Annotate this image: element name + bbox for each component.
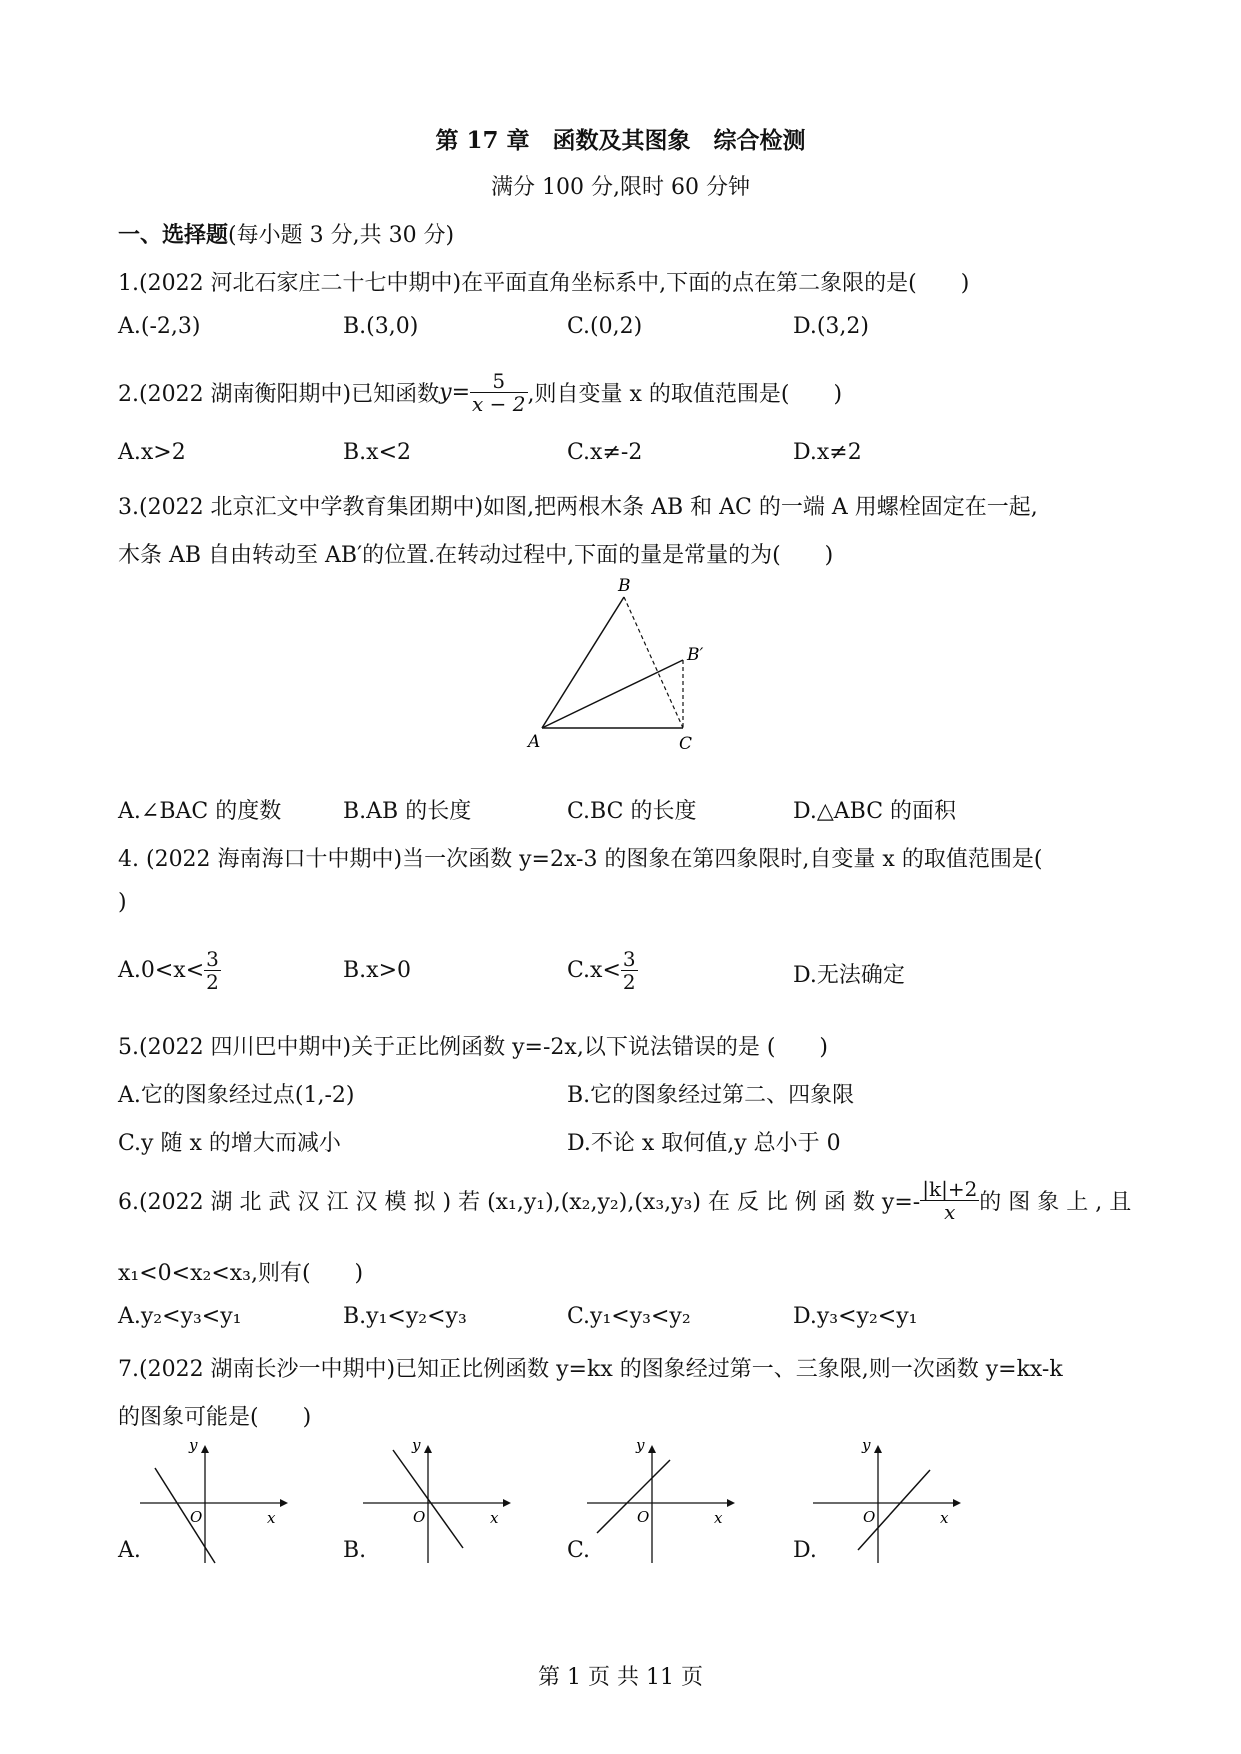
label-a: A (528, 732, 541, 752)
q1-option-a: A.(-2,3) (118, 314, 201, 339)
q5-option-c: C.y 随 x 的增大而减小 (118, 1131, 341, 1156)
q2-option-a: A.x>2 (118, 440, 186, 465)
q4-option-c-fraction (621, 948, 638, 993)
q2-frac-den: x − 2 (472, 391, 526, 416)
q6-frac-den: x (944, 1199, 956, 1224)
q4-option-d: D.无法确定 (793, 963, 905, 988)
q7-graph-b (358, 1438, 518, 1568)
origin-label: O (863, 1508, 876, 1526)
q3-stem-line1: 3.(2022 北京汇文中学教育集团期中)如图,把两根木条 AB 和 AC 的一端 A 用螺栓固定在一起, (118, 495, 1038, 520)
q6-option-b: B.y₁<y₂<y₃ (343, 1304, 467, 1329)
q6-stem-line2: x₁<0<x₂<x₃,则有( ) (118, 1261, 364, 1286)
section-heading (118, 218, 454, 249)
q4-stem-line2: ) (118, 890, 127, 915)
q2-func-lhs: y= (439, 379, 471, 405)
q2-frac-num: 5 (470, 370, 527, 393)
q2-option-b: B.x<2 (343, 440, 411, 465)
q4-stem-line1: 4. (2022 海南海口十中期中)当一次函数 y=2x-3 的图象在第四象限时,自变量 x 的取值范围是( (118, 847, 1043, 872)
section-label: 一、选择题 (118, 222, 229, 248)
q6-stem-before: 6.(2022 湖 北 武 汉 江 汉 模 拟 ) 若 (x₁,y₁),(x₂,y₂),(x₃,y₃) 在 反 比 例 函 数 y=- (118, 1189, 921, 1215)
q2-stem-before: 2.(2022 湖南衡阳期中)已知函数 (118, 381, 440, 407)
q3-option-a: A.∠BAC 的度数 (118, 799, 282, 824)
q5-stem: 5.(2022 四川巴中期中)关于正比例函数 y=-2x,以下说法错误的是 ( ) (118, 1035, 828, 1060)
q6-option-c: C.y₁<y₃<y₂ (567, 1304, 691, 1329)
x-axis-arrow-icon (953, 1499, 961, 1507)
q2-fraction (470, 370, 527, 415)
y-label: y (189, 1438, 198, 1454)
q6-stem (118, 1170, 1131, 1230)
y-label: y (412, 1438, 421, 1454)
y-axis-arrow-icon (424, 1445, 432, 1453)
q3-triangle-figure (520, 575, 720, 755)
q5-option-a: A.它的图象经过点(1,-2) (118, 1083, 355, 1108)
section-note: (每小题 3 分,共 30 分) (228, 223, 455, 248)
y-axis-arrow-icon (648, 1445, 656, 1453)
page-title: 第 17 章 函数及其图象 综合检测 (435, 127, 806, 154)
origin-label: O (413, 1508, 426, 1526)
q7-graph-d (808, 1438, 968, 1568)
q2-option-c: C.x≠-2 (567, 440, 643, 465)
q4-option-b: B.x>0 (343, 958, 411, 983)
label-b: B (618, 576, 631, 596)
label-b-prime: B′ (687, 645, 704, 665)
q4-c-frac-num: 3 (622, 946, 636, 971)
q7-stem-line2: 的图象可能是( ) (118, 1405, 312, 1430)
q2-stem (118, 362, 842, 422)
q4-c-frac-den: 2 (622, 969, 636, 994)
q7-stem-line1: 7.(2022 湖南长沙一中期中)已知正比例函数 y=kx 的图象经过第一、三象限,则一次函数 y=kx-k (118, 1357, 1063, 1382)
x-axis-arrow-icon (280, 1499, 288, 1507)
x-label: x (714, 1509, 723, 1527)
q7-option-a: A. (118, 1538, 141, 1563)
q6-option-d: D.y₃<y₂<y₁ (793, 1304, 918, 1329)
q2-option-d: D.x≠2 (793, 440, 862, 465)
q2-stem-after: ,则自变量 x 的取值范围是( ) (527, 381, 843, 407)
page-subtitle: 满分 100 分,限时 60 分钟 (491, 175, 750, 200)
q4-a-frac-num: 3 (206, 946, 219, 971)
q7-option-c: C. (567, 1538, 591, 1563)
q6-option-a: A.y₂<y₃<y₁ (118, 1304, 242, 1329)
q4-option-a-prefix: A.0<x< (118, 957, 205, 983)
q1-option-d: D.(3,2) (793, 314, 870, 339)
q1-option-b: B.(3,0) (343, 314, 419, 339)
q3-option-c: C.BC 的长度 (567, 799, 697, 824)
q5-option-d: D.不论 x 取何值,y 总小于 0 (567, 1131, 841, 1156)
segment-bc-dashed (624, 597, 683, 728)
x-label: x (940, 1509, 949, 1527)
q5-option-b: B.它的图象经过第二、四象限 (567, 1083, 855, 1108)
x-axis-arrow-icon (503, 1499, 511, 1507)
y-label: y (862, 1438, 871, 1454)
origin-label: O (637, 1508, 650, 1526)
y-axis-arrow-icon (201, 1445, 209, 1453)
y-axis-arrow-icon (874, 1445, 882, 1453)
q6-frac-num: |k|+2 (922, 1176, 978, 1201)
x-label: x (490, 1509, 499, 1527)
q7-option-b: B. (343, 1538, 367, 1563)
page-footer: 第 1 页 共 11 页 (538, 1665, 703, 1690)
q4-option-a (118, 940, 221, 1000)
q3-option-b: B.AB 的长度 (343, 799, 472, 824)
q6-fraction (920, 1178, 979, 1223)
x-label: x (267, 1509, 276, 1527)
q1-option-c: C.(0,2) (567, 314, 643, 339)
y-label: y (636, 1438, 645, 1454)
label-c: C (679, 734, 693, 754)
q7-graph-a (135, 1438, 295, 1568)
q3-option-d: D.△ABC 的面积 (793, 799, 957, 824)
q7-graph-c (582, 1438, 742, 1568)
origin-label: O (190, 1508, 203, 1526)
x-axis-arrow-icon (727, 1499, 735, 1507)
q6-stem-after: 的 图 象 上 , 且 (979, 1189, 1132, 1215)
q4-option-c-prefix: C.x< (567, 957, 621, 983)
q1-stem: 1.(2022 河北石家庄二十七中期中)在平面直角坐标系中,下面的点在第二象限的是( ) (118, 271, 970, 296)
q4-a-frac-den: 2 (206, 969, 219, 994)
q4-option-a-fraction (204, 948, 221, 993)
q4-option-c (567, 940, 638, 1000)
graph-line (597, 1460, 670, 1533)
q3-stem-line2: 木条 AB 自由转动至 AB′的位置.在转动过程中,下面的量是常量的为( ) (118, 543, 834, 568)
q7-option-d: D. (793, 1538, 817, 1563)
graph-line (155, 1468, 215, 1563)
